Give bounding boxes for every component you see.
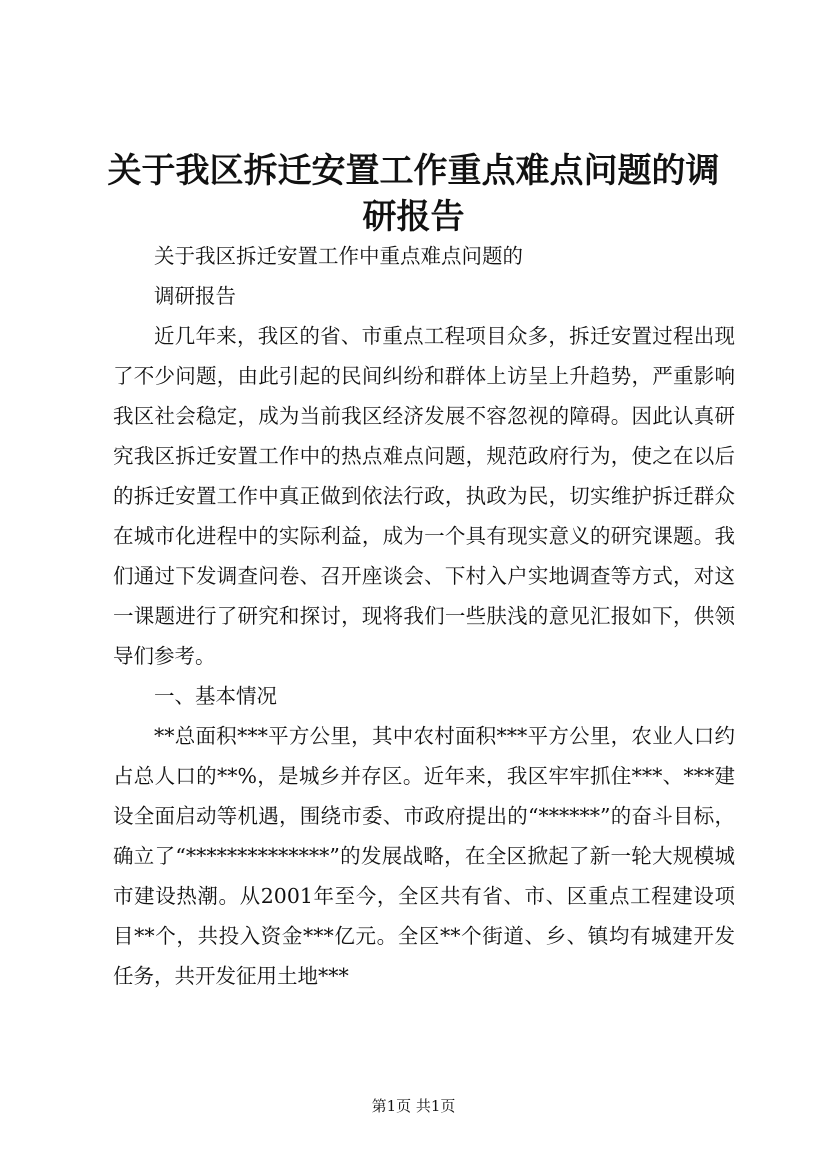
page-number-footer: 第1页 共1页 bbox=[371, 1097, 456, 1115]
document-title: 关于我区拆迁安置工作重点难点问题的调研报告 bbox=[107, 151, 720, 237]
document-body bbox=[113, 236, 735, 996]
paragraph-introduction: 近几年来，我区的省、市重点工程项目众多，拆迁安置过程出现了不少问题，由此引起的民间纠纷和群体上访呈上升趋势，严重影响我区社会稳定，成为当前我区经济发展不容忽视的障碍。因此认真研究我区拆迁安置工作中的热点难点问题，规范政府行为，使之在以后的拆迁安置工作中真正做到依法行政，执政为民，切实维护拆迁群众在城市化进程中的实际利益，成为一个具有现实意义的研究课题。我们通过下发调查问卷、召开座谈会、下村入户实地调查等方式，对这一课题进行了研究和探讨，现将我们一些肤浅的意见汇报如下，供领导们参考。 bbox=[113, 324, 735, 668]
paragraph-basic-situation: **总面积***平方公里，其中农村面积***平方公里，农业人口约占总人口的**%，是城乡并存区。近年来，我区牢牢抓住***、***建设全面启动等机遇，围绕市委、市政府提出的“******”的奋斗目标，确立了“**************”的发展战略，在全区掀起了新一轮大规模城市建设热潮。从2001年至今，全区共有省、市、区重点工程建设项目**个，共投入资金***亿元。全区**个街道、乡、镇均有城建开发任务，共开发征用土地*** bbox=[113, 724, 735, 988]
paragraph-subtitle-line-1: 关于我区拆迁安置工作中重点难点问题的 bbox=[154, 244, 523, 268]
section-heading-basic-situation: 一、基本情况 bbox=[154, 684, 277, 708]
paragraph-subtitle-line-2: 调研报告 bbox=[154, 284, 236, 308]
